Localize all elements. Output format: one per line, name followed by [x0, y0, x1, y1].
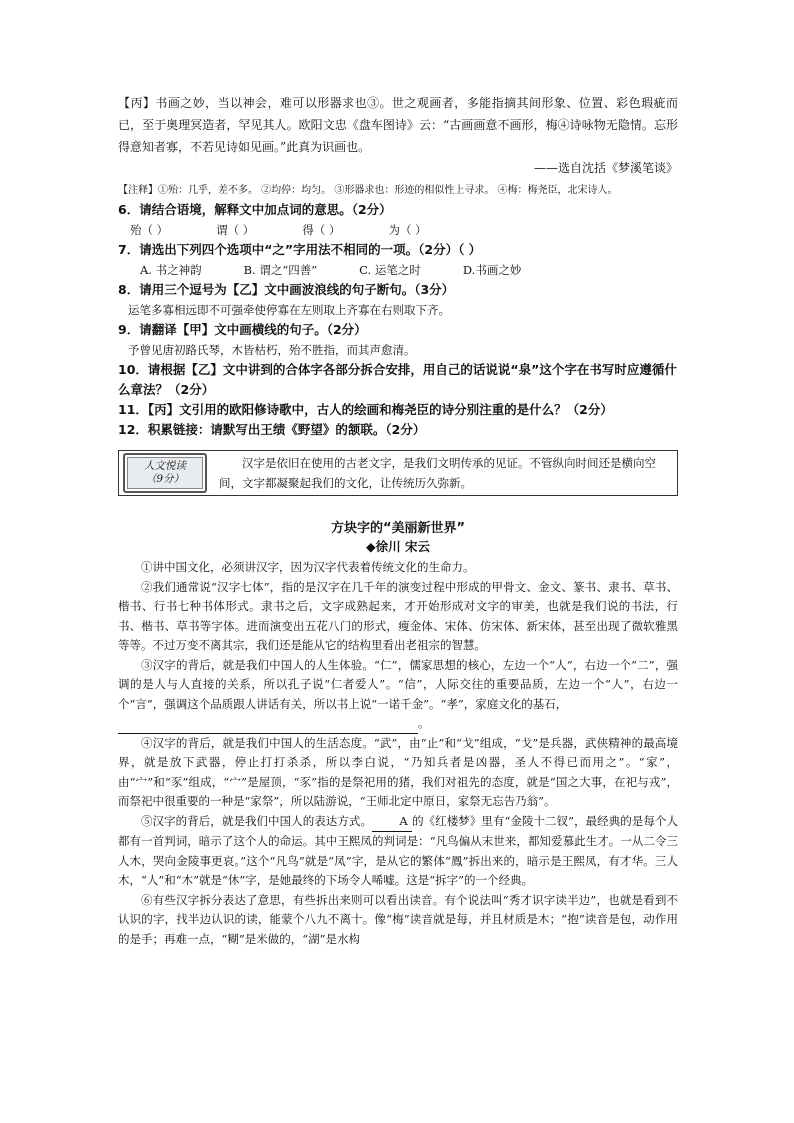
article-paragraph-6: ⑥有些汉字拆分表达了意思，有些拆出来则可以看出读音。有个说法叫“秀才识字读半边”，也就是看到不认识的字，找半边认识的读，能蒙个八九不离十。像“梅”读音就是每，并且材质是木；“抱”读音是包，动作用的是手；再难一点，“糊”是米做的，“湖”是水构: [118, 892, 678, 946]
question-12: 12．积累链接：请默写出王绩《野望》的颔联。（2分）: [118, 422, 426, 437]
section-badge-title: 人文悦读: [144, 460, 186, 472]
question-7: 7．请选出下列四个选项中“之”字用法不相同的一项。（2分）（ ）: [118, 242, 482, 257]
answer-blank-line[interactable]: [118, 721, 418, 734]
page: [118, 92, 678, 949]
paragraph-3-end: 。: [418, 716, 430, 730]
q7-option-b[interactable]: B. 谓之“四善”: [243, 263, 318, 277]
q9-sentence: 予曾见唐初路氏琴，木皆枯朽，殆不胜指，而其声愈清。: [128, 343, 416, 357]
article-paragraph-5: [118, 812, 678, 891]
question-9: 9．请翻译【甲】文中画横线的句子。（2分）: [118, 322, 367, 337]
annotation-notes: 【注释】①殆：几乎，差不多。 ②均停：均匀。 ③形器求也：形迹的相似性上寻求。 ④梅：梅尧臣，北宋诗人。: [118, 185, 618, 196]
article-author: ◆徐川 宋云: [366, 539, 430, 554]
q6-blank-de[interactable]: 得（ ）: [302, 223, 341, 237]
q8-sentence: 运笔多寡相远即不可强牵使停寡在左则取上齐寡在右则取下齐。: [128, 303, 450, 317]
q6-blank-dai[interactable]: 殆（ ）: [130, 223, 169, 237]
section-intro-box: [118, 450, 678, 496]
section-badge: [123, 453, 207, 493]
article-title: 方块字的“美丽新世界”: [330, 521, 466, 536]
q6-blank-wei[interactable]: 谓（ ）: [216, 223, 255, 237]
section-badge-score: （9分）: [145, 473, 185, 485]
paragraph-5-rest: 的《红楼梦》里有“金陵十二钗”，最经典的是每个人都有一首判词，暗示了这个人的命运。其中王熙凤的判词是：“凡鸟偏从末世来，都知爱慕此生才。一从二令三人木，哭向金陵事更哀。”这个“凡鸟”就是“凤”字，是从它的繁体“鳳”拆出来的，暗示是王熙凤，有才华。三人木，“人”和“木”就是“休”字，是她最终的下场令人唏嘘。这是“拆字”的一个经典。: [118, 813, 678, 887]
section-intro-text: 汉字是依旧在使用的古老文字，是我们文明传承的见证。不管纵向时间还是横向空间，文字都凝聚起我们的文化，让传统历久弥新。: [219, 456, 656, 490]
q7-options: [140, 260, 678, 280]
paragraph-3-text: ③汉字的背后，就是我们中国人的人生体验。“仁”，儒家思想的核心，左边一个“人”，右边一个“二”，强调的是人与人直接的关系，所以孔子说“仁者爱人”。“信”，人际交往的重要品质，左边一个“人”，右边一个“言”，强调这个品质跟人讲话有关，所以书上说“一诺千金”。“孝”，家庭文化的基石，: [118, 657, 678, 711]
question-11: 11．【丙】文引用的欧阳修诗歌中，古人的绘画和梅尧臣的诗分别注重的是什么？（2分）: [118, 402, 613, 417]
paragraph-5-start: ⑤汉字的背后，就是我们中国人的表达方式。: [141, 813, 373, 828]
question-6: 6．请结合语境，解释文中加点词的意思。（2分）: [118, 202, 392, 217]
q7-option-c[interactable]: C. 运笔之时: [359, 263, 421, 277]
q6-blanks: [130, 220, 678, 240]
passage-source: ——选自沈括《梦溪笔谈》: [533, 161, 678, 175]
passage-bing: 【丙】书画之妙，当以神会，难可以形器求也③。世之观画者，多能指摘其间形象、位置、彩色瑕疵而已，至于奥理冥造者，罕见其人。欧阳文忠《盘车图诗》云：“古画画意不画形，梅④诗咏物无隐情。忘形得意知者寡，不若见诗如见画。”此真为识画也。: [118, 96, 678, 154]
article-paragraph-2: ②我们通常说“汉字七体”，指的是汉字在几千年的演变过程中形成的甲骨文、金文、篆书、隶书、草书、楷书、行书七种书体形式。隶书之后，文字成熟起来，才开始形成对文字的审美，也就是我们说的书法，行书、楷书、草书等字体。进而演变出五花八门的形式，瘦金体、宋体、仿宋体、新宋体，甚至出现了微软雅黑等等。不过万变不离其宗，我们还是能从它的结构里看出老祖宗的智慧。: [118, 579, 678, 652]
q7-option-d[interactable]: D.书画之妙: [462, 263, 522, 277]
question-8: 8．请用三个逗号为【乙】文中画波浪线的句子断句。（3分）: [118, 282, 455, 297]
question-10: 10．请根据【乙】文中讲到的合体字各部分拆合安排，用自己的话说说“泉”这个字在书写时应遵循什么章法？（2分）: [118, 362, 677, 397]
q6-blank-wei2[interactable]: 为（ ）: [388, 223, 427, 237]
q7-option-a[interactable]: A. 书之神韵: [140, 263, 202, 277]
article-paragraph-1: ①讲中国文化，必须讲汉字，因为汉字代表着传统文化的生命力。: [141, 560, 475, 574]
answer-blank-a[interactable]: A: [372, 812, 412, 833]
article-paragraph-4: ④汉字的背后，就是我们中国人的生活态度。“武”，由“止”和“戈”组成，“戈”是兵器，武侠精神的最高境界，就是放下武器，停止打打杀杀，所以李白说，“乃知兵者是凶器，圣人不得已而用之”。“家”，由“宀”和“豕”组成，“宀”是屋顶，“豕”指的是祭祀用的猪，我们对祖先的态度，就是“国之大事，在祀与戎”，而祭祀中很重要的一种是“家祭”，所以陆游说，“王师北定中原日，家祭无忘告乃翁”。: [118, 735, 678, 808]
article-paragraph-3: [118, 656, 678, 734]
